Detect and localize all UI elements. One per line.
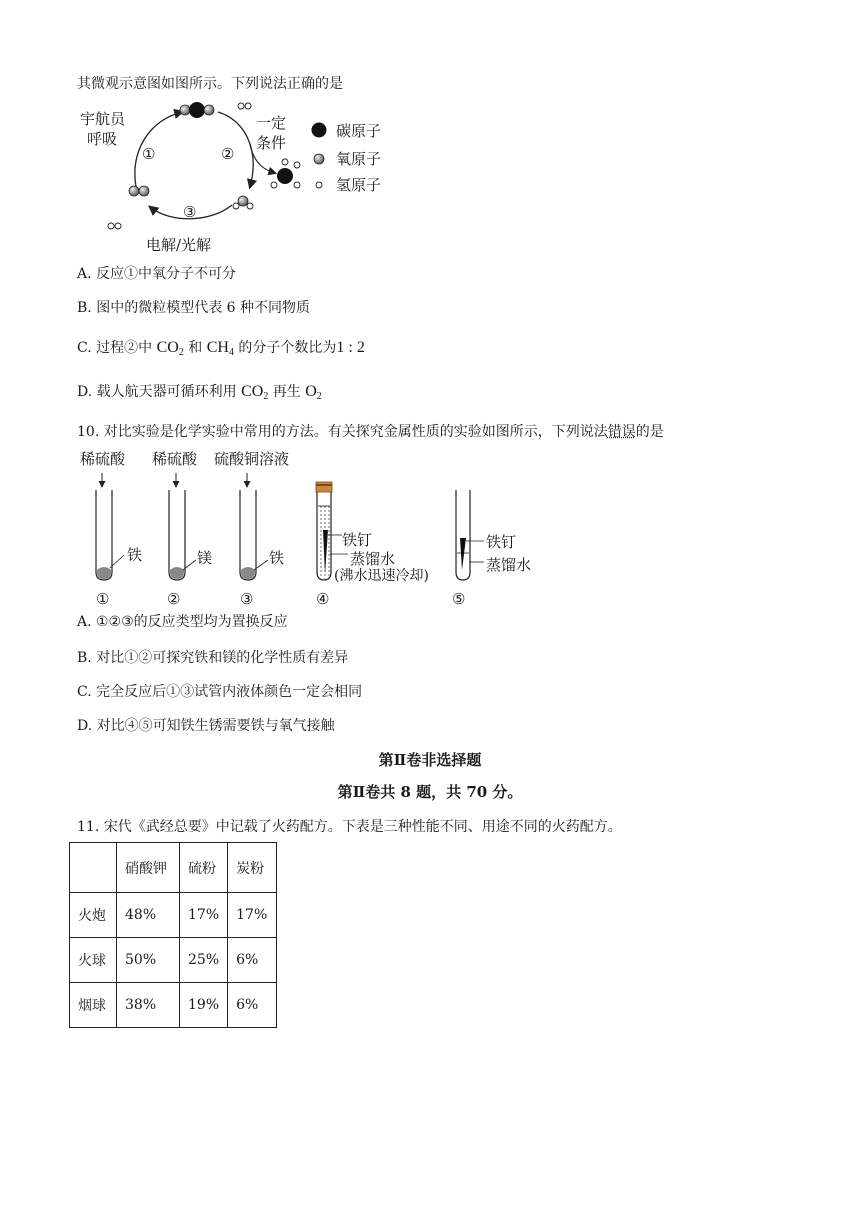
table-cell: 19% (180, 983, 228, 1028)
test-tube-2 (169, 490, 196, 580)
test-tube-5 (456, 490, 484, 580)
q10-option-b: B. 对比①②可探究铁和镁的化学性质有差异 (77, 650, 349, 666)
astronaut-label-2: 呼吸 (87, 130, 118, 148)
water-molecule (233, 196, 253, 209)
section-subtitle: 第Ⅱ卷共 8 题，共 70 分。 (337, 783, 523, 801)
reagent-1: 稀硫酸 (80, 450, 126, 468)
test-tube-4 (316, 482, 348, 580)
condition-label-2: 条件 (256, 134, 287, 152)
gunpowder-recipe-table (69, 842, 277, 1028)
table-cell: 25% (180, 938, 228, 983)
nail-label-4: 铁钉 (342, 531, 373, 549)
test-tubes-svg (80, 470, 540, 590)
q10-option-c: C. 完全反应后①③试管内液体颜色一定会相同 (77, 684, 363, 700)
legend-hydrogen-label: 氢原子 (336, 176, 382, 194)
tube-number-3: ③ (240, 590, 254, 608)
electrolysis-label: 电解/光解 (146, 236, 212, 254)
q9-stem: 其微观示意图如图所示。下列说法正确的是 (77, 76, 343, 92)
q10-option-d: D. 对比④⑤可知铁生锈需要铁与氧气接触 (77, 718, 335, 734)
header-cell-sulfur: 硫粉 (180, 843, 228, 893)
water-label-4: 蒸馏水 (350, 550, 396, 568)
condition-label-1: 一定 (256, 114, 287, 132)
tube-number-4: ④ (316, 590, 330, 608)
step-2-label: ② (221, 145, 235, 163)
table-cell: 6% (228, 983, 277, 1028)
boiled-note: (沸水迅速冷却) (334, 568, 429, 584)
hydrogen-molecule-bottom (108, 223, 121, 229)
metal-2: 镁 (197, 549, 213, 567)
table-row (70, 938, 277, 983)
metal-3: 铁 (269, 549, 285, 567)
header-cell-potassium-nitrate: 硝酸钾 (117, 843, 180, 893)
tube-number-5: ⑤ (452, 590, 466, 608)
nail-label-5: 铁钉 (486, 533, 517, 551)
row-label: 火球 (70, 938, 117, 983)
test-tube-1 (96, 490, 124, 580)
q9-option-c: C. 过程②中 $CO_2$ 和 $CH_4$ 的分子个数比为1 : 2 (77, 339, 365, 358)
water-label-5: 蒸馏水 (486, 556, 532, 574)
q11-stem: 11. 宋代《武经总要》中记载了火药配方。下表是三种性能不同、用途不同的火药配方。 (77, 819, 622, 835)
table-header-row (70, 843, 277, 893)
q10-option-a: A. ①②③的反应类型均为置换反应 (77, 614, 288, 630)
q9-option-a: A. 反应①中氧分子不可分 (77, 266, 237, 282)
metal-1: 铁 (127, 546, 143, 564)
legend-hydrogen-icon (316, 182, 322, 188)
table-row (70, 983, 277, 1028)
q10-stem: 10. 对比实验是化学实验中常用的方法。有关探究金属性质的实验如图所示，下列说法错误的是 (77, 424, 664, 440)
reagent-2: 稀硫酸 (152, 450, 198, 468)
table-cell: 38% (117, 983, 180, 1028)
row-label: 烟球 (70, 983, 117, 1028)
header-cell-charcoal: 炭粉 (228, 843, 277, 893)
hydrogen-molecule-top (238, 103, 251, 109)
table-cell: 48% (117, 893, 180, 938)
section-title: 第Ⅱ卷非选择题 (378, 751, 482, 769)
arrow-2 (218, 112, 253, 187)
legend-carbon-icon (312, 123, 327, 138)
reagent-3: 硫酸铜溶液 (214, 450, 290, 468)
q9-option-b: B. 图中的微粒模型代表 6 种不同物质 (77, 300, 310, 316)
q9-option-d: D. 载人航天器可循环利用 $CO_2$ 再生 $O_2$ (77, 383, 322, 402)
legend-oxygen-icon (314, 154, 324, 164)
astronaut-label-1: 宇航员 (80, 110, 126, 128)
emphasis-word: 错误 (607, 424, 636, 440)
legend-carbon-label: 碳原子 (336, 122, 382, 140)
test-tube-3 (240, 490, 268, 580)
table-cell: 50% (117, 938, 180, 983)
cycle-arrows-svg (100, 95, 400, 235)
step-3-label: ③ (183, 203, 197, 221)
row-label: 火炮 (70, 893, 117, 938)
legend-oxygen-label: 氧原子 (336, 150, 382, 168)
arrow-to-methane (250, 145, 275, 173)
table-cell: 6% (228, 938, 277, 983)
tube-number-2: ② (167, 590, 181, 608)
carbon-dioxide-molecule (180, 102, 214, 118)
table-cell: 17% (228, 893, 277, 938)
arrow-3 (150, 205, 232, 219)
methane-molecule (271, 159, 300, 188)
tube-number-1: ① (96, 590, 110, 608)
table-cell: 17% (180, 893, 228, 938)
arrow-1 (135, 112, 182, 187)
header-cell-empty (70, 843, 117, 893)
step-1-label: ① (142, 145, 156, 163)
oxygen-molecule (129, 186, 149, 196)
table-row (70, 893, 277, 938)
